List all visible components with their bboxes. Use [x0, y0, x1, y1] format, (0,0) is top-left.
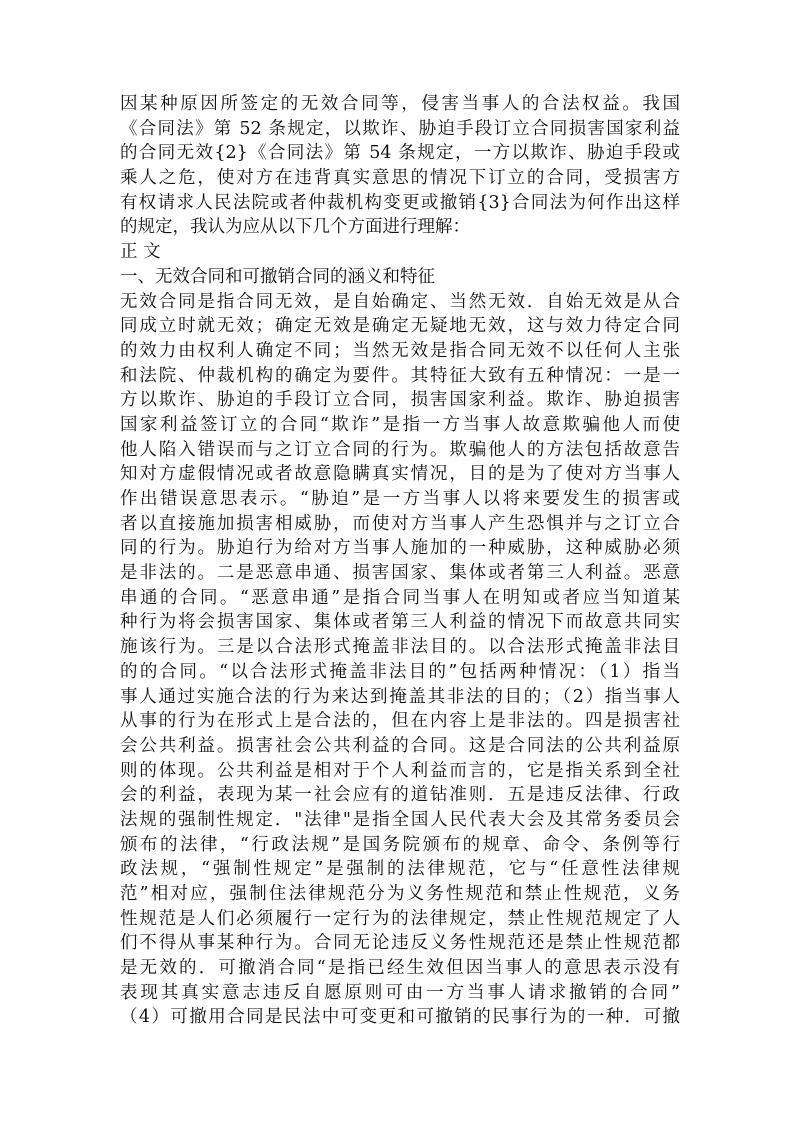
text-line: 则的体现。公共利益是相对于个人利益而言的，它是指关系到全社: [120, 760, 680, 781]
text-line: 性规范是人们必须履行一定行为的法律规定，禁止性规范规定了人: [120, 908, 680, 929]
text-line: 者以直接施加损害相威胁，而使对方当事人产生恐惧并与之订立合: [120, 513, 680, 534]
section-heading: 正 文: [120, 242, 161, 263]
text-line: 国家利益签订立的合同“欺诈”是指一方当事人故意欺骗他人而使: [120, 414, 680, 435]
text-line: 无效合同是指合同无效，是自始确定、当然无效．自始无效是从合: [120, 291, 680, 312]
text-line: 他人陷入错误而与之订立合同的行为。欺骗他人的方法包括故意告: [120, 439, 680, 460]
text-line: 的规定，我认为应从以下几个方面进行理解：: [120, 217, 470, 238]
text-line: 会公共利益。损害社会公共利益的合同。这是合同法的公共利益原: [120, 735, 680, 756]
text-line: 的合同无效{2}《合同法》第 54 条规定，一方以欺诈、胁迫手段或: [120, 143, 680, 164]
text-line: 同成立时就无效；确定无效是确定无疑地无效，这与效力待定合同: [120, 316, 680, 337]
text-line: 的效力由权利人确定不同；当然无效是指合同无效不以任何人主张: [120, 340, 680, 361]
text-line: 是无效的．可撤消合同“是指已经生效但因当事人的意思表示没有: [120, 958, 680, 979]
text-line: 政法规，“强制性规定”是强制的法律规范，它与“任意性法律规: [120, 859, 680, 880]
text-line: 乘人之危，使对方在违背真实意思的情况下订立的合同，受损害方: [120, 168, 680, 189]
body-text: [120, 92, 680, 1030]
text-line: 是非法的。二是恶意串通、损害国家、集体或者第三人利益。恶意: [120, 563, 680, 584]
text-line: 知对方虚假情况或者故意隐瞒真实情况，目的是为了使对方当事人: [120, 464, 680, 485]
text-line: 颁布的法律，“行政法规”是国务院颁布的规章、命令、条例等行: [120, 834, 680, 855]
text-line: 法规的强制性规定．"法律"是指全国人民代表大会及其常务委员会: [120, 809, 680, 830]
text-line: 同的行为。胁迫行为给对方当事人施加的一种威胁，这种威胁必须: [120, 538, 680, 559]
text-line: 《合同法》第 52 条规定，以欺诈、胁迫手段订立合同损害国家利益: [120, 118, 680, 139]
text-line: 表现其真实意志违反自愿原则可由一方当事人请求撤销的合同”: [120, 982, 680, 1003]
text-line: 们不得从事某种行为。合同无论违反义务性规范还是禁止性规范都: [120, 933, 680, 954]
text-line: 作出错误意思表示。“胁迫”是一方当事人以将来要发生的损害或: [120, 489, 680, 509]
subsection-heading: 一、无效合同和可撤销合同的涵义和特征: [120, 266, 435, 287]
text-line: 施该行为。三是以合法形式掩盖非法目的。以合法形式掩盖非法目: [120, 637, 680, 658]
text-line: 范”相对应，强制住法律规范分为义务性规范和禁止性规范，义务: [120, 884, 680, 904]
text-line: 事人通过实施合法的行为来达到掩盖其非法的目的；（2）指当事人: [120, 686, 680, 707]
text-line: 和法院、仲裁机构的确定为要件。其特征大致有五种情况：一是一: [120, 365, 680, 386]
text-line: 方以欺诈、胁迫的手段订立合同，损害国家利益。欺诈、胁迫损害: [120, 390, 680, 411]
text-line: 会的利益，表现为某一社会应有的道钻准则．五是违反法律、行政: [120, 785, 680, 806]
text-line: 的的合同。“以合法形式掩盖非法目的”包括两种情况：（1）指当: [120, 661, 680, 682]
text-line: 从事的行为在形式上是合法的，但在内容上是非法的。四是损害社: [120, 711, 680, 732]
text-line: 串通的合同。“恶意串通”是指合同当事人在明知或者应当知道某: [120, 587, 680, 608]
text-line: 有权请求人民法院或者仲裁机构变更或撤销{3}合同法为何作出这样: [120, 192, 680, 213]
text-line: （4）可撤用合同是民法中可变更和可撤销的民事行为的一种．可撤: [120, 1007, 680, 1028]
text-line: 因某种原因所签定的无效合同等，侵害当事人的合法权益。我国: [120, 94, 680, 114]
text-line: 种行为将会损害国家、集体或者第三人利益的情况下而故意共同实: [120, 612, 680, 633]
